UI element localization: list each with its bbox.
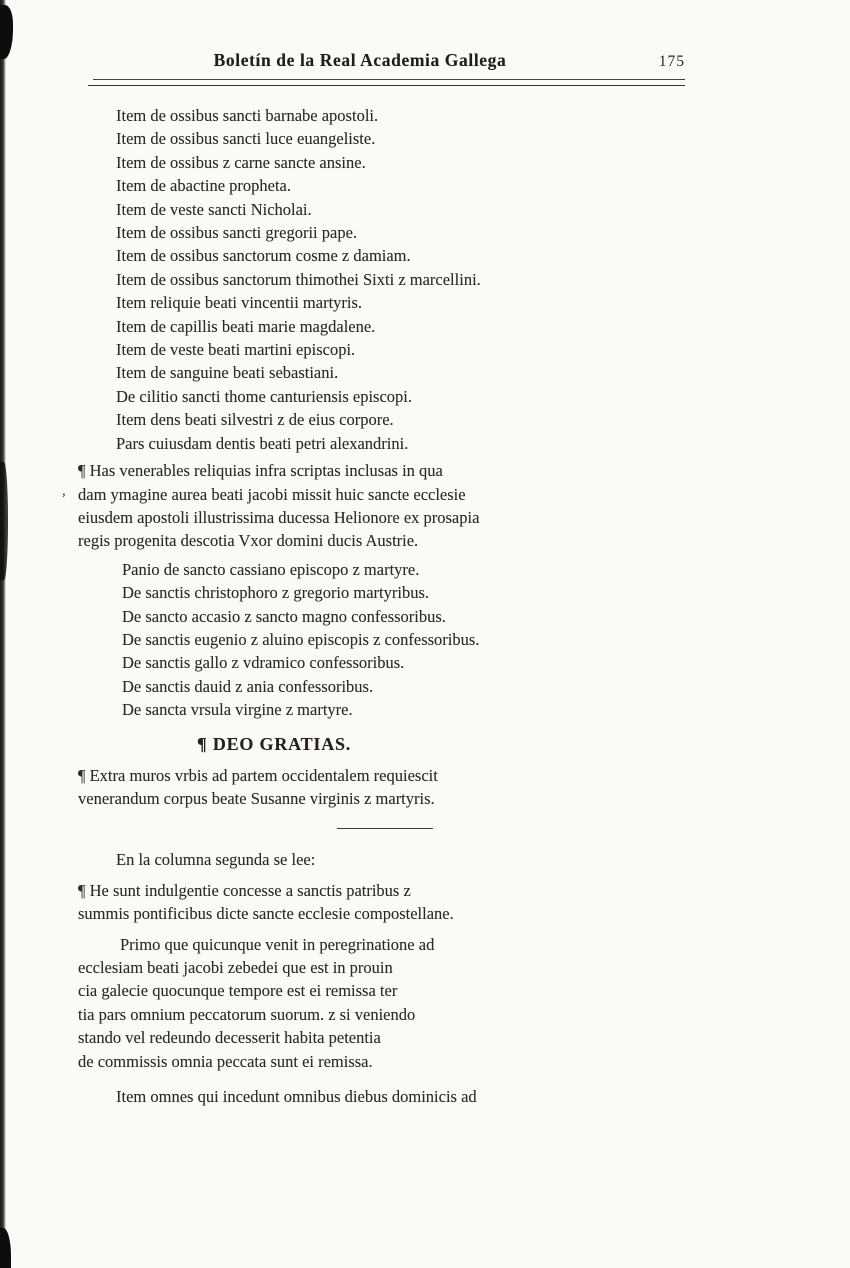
saint-line: De sanctis christophoro z gregorio martyribus.	[122, 583, 430, 603]
relic-line: Item de ossibus sancti luce euangeliste.	[116, 129, 376, 149]
scan-blob-top	[0, 5, 13, 59]
paragraph-line: ¶ He sunt indulgentie concesse a sanctis patribus z	[78, 880, 411, 900]
relic-line: Item de veste sancti Nicholai.	[116, 199, 312, 219]
paragraph-line: dam ymagine aurea beati jacobi missit huic sancte ecclesie	[78, 484, 466, 504]
relic-line: Item de veste beati martini episcopi.	[116, 340, 356, 360]
saints-list	[0, 558, 850, 722]
column-note-block	[0, 848, 850, 871]
paragraph-indulgences	[0, 879, 850, 926]
page-body	[0, 104, 850, 1108]
paragraph-line: venerandum corpus beate Susanne virginis z martyris.	[78, 788, 435, 808]
paragraph-line: tia pars omnium peccatorum suorum. z si veniendo	[78, 1004, 416, 1024]
relic-line: Item dens beati silvestri z de eius corpore.	[116, 410, 394, 430]
paragraph-line: regis progenita descotia Vxor domini ducis Austrie.	[78, 531, 419, 551]
saint-line: De sanctis gallo z vdramico confessoribus.	[122, 653, 405, 673]
page-number: 175	[658, 53, 685, 70]
relic-line: Item de ossibus sancti gregorii pape.	[116, 223, 358, 243]
paragraph-primo	[0, 933, 850, 1073]
paragraph-line: Primo que quicunque venit in peregrinatione ad	[120, 934, 435, 954]
relic-line: Item de capillis beati marie magdalene.	[116, 316, 376, 336]
relic-line: Item de sanguine beati sebastiani.	[116, 363, 339, 383]
paragraph-line: stando vel redeundo decesserit habita petentia	[78, 1028, 381, 1048]
saint-line: Panio de sancto cassiano episcopo z martyre.	[122, 559, 420, 579]
relics-list	[0, 104, 850, 455]
saint-line: De sanctis eugenio z aluino episcopis z confessoribus.	[122, 629, 480, 649]
relic-line: Item de ossibus sanctorum thimothei Sixti z marcellini.	[116, 269, 481, 289]
paragraph-line: Item omnes qui incedunt omnibus diebus dominicis ad	[116, 1087, 477, 1107]
ink-speck: ,	[62, 483, 66, 499]
scan-blob-bottom	[0, 1228, 11, 1268]
paragraph-line: summis pontificibus dicte sancte ecclesie compostellane.	[78, 904, 454, 924]
deo-gratias: ¶ DEO GRATIAS.	[197, 733, 352, 754]
saint-line: De sancta vrsula virgine z martyre.	[122, 700, 353, 720]
relic-line: Item reliquie beati vincentii martyris.	[116, 293, 363, 313]
page-header	[95, 50, 685, 71]
deo-gratias-block	[0, 732, 850, 756]
relic-line: Item de ossibus sanctorum cosme z damiam.	[116, 246, 411, 266]
relic-line: Pars cuiusdam dentis beati petri alexandrini.	[116, 433, 409, 453]
header-rule-top	[93, 79, 685, 80]
paragraph-line: ecclesiam beati jacobi zebedei que est in prouin	[78, 958, 393, 977]
relic-line: Item de ossibus z carne sancte ansine.	[116, 152, 366, 172]
paragraph-has-venerables	[0, 459, 850, 553]
paragraph-line: de commissis omnia peccata sunt ei remissa.	[78, 1051, 373, 1071]
paragraph-line: ¶ Extra muros vrbis ad partem occidentalem requiescit	[78, 765, 438, 785]
relic-line: Item de ossibus sancti barnabe apostoli.	[116, 106, 379, 125]
last-line-block	[0, 1085, 850, 1108]
column-note: En la columna segunda se lee:	[116, 850, 316, 870]
saint-line: De sanctis dauid z ania confessoribus.	[122, 676, 374, 696]
saint-line: De sancto accasio z sancto magno confessoribus.	[122, 606, 446, 626]
header-rule-bottom	[88, 85, 685, 86]
paragraph-extra-muros	[0, 764, 850, 811]
journal-title: Boletín de la Real Academia Gallega	[213, 50, 507, 70]
paragraph-line: eiusdem apostoli illustrissima ducessa Helionore ex prosapia	[78, 507, 480, 527]
paragraph-line: ¶ Has venerables reliquias infra scriptas inclusas in qua	[78, 461, 443, 481]
paragraph-line: cia galecie quocunque tempore est ei remissa ter	[78, 981, 398, 1001]
section-divider	[337, 828, 433, 829]
relic-line: Item de abactine propheta.	[116, 176, 291, 196]
relic-line: De cilitio sancti thome canturiensis episcopi.	[116, 386, 413, 406]
